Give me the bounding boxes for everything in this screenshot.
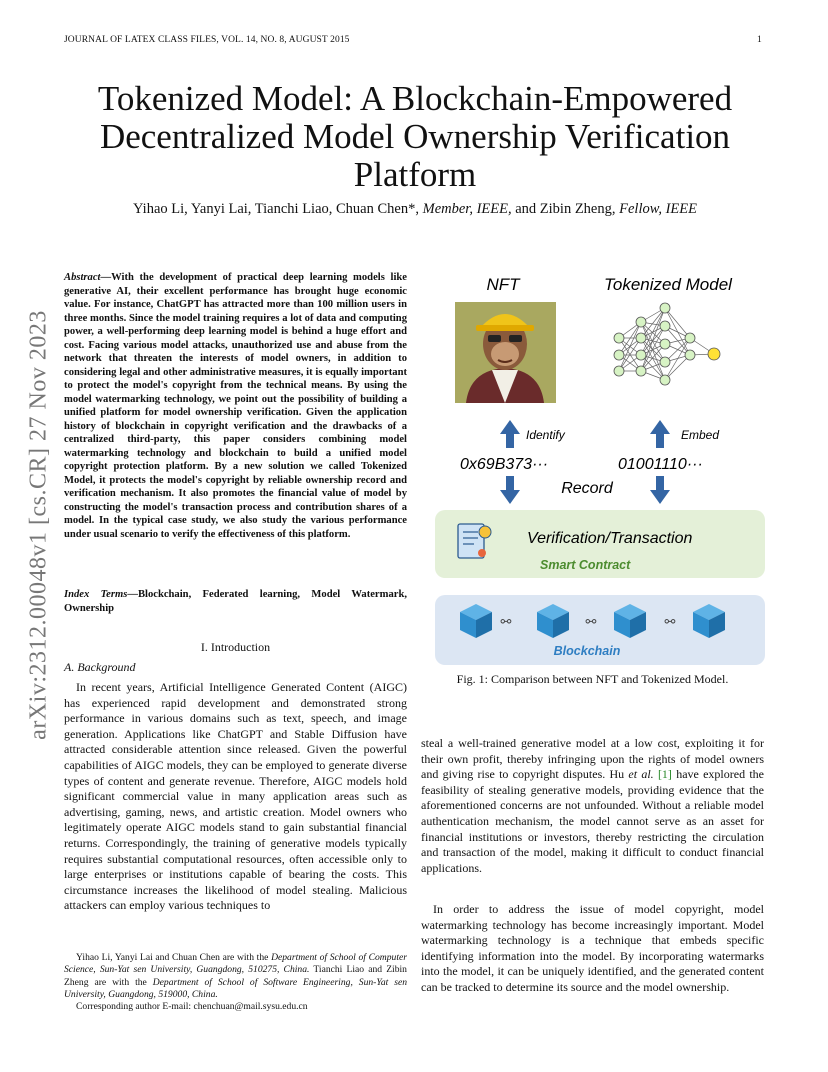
hash-value: 0x69B373··· — [460, 456, 549, 473]
smart-contract-label: Smart Contract — [540, 558, 631, 572]
index-terms — [64, 588, 407, 615]
arxiv-id: arXiv:2312.00048v1 [cs.CR] 27 Nov 2023 — [25, 310, 52, 740]
record-arrow-left-icon — [500, 476, 520, 504]
bits-value: 01001110··· — [618, 456, 703, 473]
svg-text:⚯: ⚯ — [664, 614, 676, 629]
p2-text-b: have explored the feasibility of stealing generative models, providing evidence that the aforementioned concerns are not unfounded. Without a reliable model authentication mechanism, the model cannot serve as an asset for financial institutions or investors, thereby restricting the circulation and transaction of the model, making it difficult to conduct financial applications. — [421, 767, 764, 875]
paragraph-model-stealing — [421, 736, 764, 876]
abstract — [64, 271, 407, 541]
index-terms-text: —Blockchain, Federated learning, Model Watermark, Ownership — [64, 589, 407, 614]
footnote-line1b: Department of School of Computer Science, Sun-Yat sen University, Guangdong, 510275, China. — [64, 952, 407, 976]
chain-link-icon — [665, 614, 676, 629]
author-membership: Member, IEEE, — [422, 201, 512, 217]
figure-caption: Fig. 1: Comparison between NFT and Tokenized Model. — [456, 672, 729, 686]
footnote-line1a: Yihao Li, Yanyi Lai and Chuan Chen are with the — [76, 952, 272, 963]
verification-label: Verification/Transaction — [527, 530, 693, 547]
record-arrow-right-icon — [650, 476, 670, 504]
footnote-line2b: Department of School of Software Engineering, Sun-Yat sen University, Guangdong, 519000, China. — [64, 976, 407, 1000]
output-node — [708, 348, 720, 360]
svg-text:⚯: ⚯ — [585, 614, 597, 629]
citation-link[interactable]: [1] — [657, 767, 672, 782]
chain-link-icon — [501, 614, 512, 629]
nft-label: NFT — [486, 275, 520, 294]
blockchain-label: Blockchain — [553, 644, 621, 658]
p2-etal: et al. — [628, 767, 654, 782]
author-line — [60, 201, 770, 218]
svg-text:⚯: ⚯ — [500, 614, 512, 629]
arxiv-stamp — [24, 285, 54, 765]
footnote — [64, 952, 407, 1013]
running-head: JOURNAL OF LATEX CLASS FILES, VOL. 14, NO. 8, AUGUST 2015 — [64, 35, 350, 45]
abstract-text: —With the development of practical deep learning models like generative AI, their excellent performance has brought huge economic value. For instance, ChatGPT has attracted more than 100 million users in three months. Since the model training requires a lot of data and computing power, a well-performing deep learning model is behind a huge effort and cost. Facing various model attacks, unauthorized use and abuse from the network that threaten the interests of model owners, in addition to considering legal and other administrative measures, it is equally important to protect the model's copyright from the technical means. By using the model watermarking technology, we point out the possibility of building a unified platform for model ownership verification. Given the application history of blockchain in copyright verification and the drawbacks of a centralized third-party, this paper considers combining model watermarking technology and blockchain to build a unified model copyright protection platform. By a new solution we called Tokenized Model, it protects the model's copyright by reliable ownership record and verification mechanism. It also promotes the financial value of model by constructing the model's transaction process and contribution shares of a model. In the typical case study, we also study the various performance under usual scenario to verify the effectiveness of this platform. — [64, 272, 407, 540]
subsection-heading: A. Background — [64, 660, 136, 674]
footnote-affiliations — [64, 952, 407, 1001]
chain-link-icon — [586, 614, 597, 629]
paragraph-background: In recent years, Artificial Intelligence Generated Content (AIGC) has experienced rapid development and demonstrated strong performance in various domains such as text, speech, and image generation. Applications like ChatGPT and Stable Diffusion have attracted considerable attention since released. Given the powerful capabilities of AIGC models, they can be employed to generate diverse types of content and generate revenue. Therefore, AIGC models hold significant commercial value in many application areas such as advertising, gaming, news, and artistic creation. Model owners who legitimately operate AIGC models stand to gain substantial financial returns. Correspondingly, the training of generative models typically requires substantial computational resources, often accessible only to large enterprises or institutions capable of bearing the costs. This circumstance increases the likelihood of model stealing. Malicious attackers can employ various techniques to — [64, 680, 407, 913]
identify-arrow-icon — [500, 420, 520, 448]
paper-title: Tokenized Model: A Blockchain-Empowered Decentralized Model Ownership Verification Platform — [97, 79, 733, 194]
identify-label: Identify — [526, 428, 565, 442]
p2-text-a: steal a well-trained generative model at a low cost, exploiting it for their own profit, thereby infringing upon the rights of model owners and giving rise to copyright disputes. Hu — [421, 736, 764, 782]
author-and: and Zibin Zheng, — [515, 201, 616, 217]
embed-label: Embed — [681, 428, 720, 442]
abstract-label: Abstract — [64, 272, 101, 283]
paragraph-watermarking: In order to address the issue of model copyright, model watermarking technology has become increasingly important. Model watermarking technology is a technique that embeds specific identifying information into the model. By incorporating watermarks into the model, it can be uniquely identified, and the generated content can be tracked to determine its source and the model ownership. — [421, 902, 764, 994]
nft-ape-image — [455, 302, 556, 403]
author-names: Yihao Li, Yanyi Lai, Tianchi Liao, Chuan Chen*, — [133, 201, 419, 217]
footnote-line2a: Tianchi Liao and Zibin Zheng are with the — [64, 964, 407, 988]
page-number: 1 — [757, 35, 762, 45]
footnote-contact: Corresponding author E-mail: chenchuan@mail.sysu.edu.cn — [76, 1001, 308, 1013]
embed-arrow-icon — [650, 420, 670, 448]
section-heading: I. Introduction — [200, 640, 271, 654]
neural-network-diagram — [614, 303, 720, 385]
figure-1 — [430, 262, 770, 672]
index-terms-label: Index Terms — [64, 589, 128, 600]
author-fellowship: Fellow, IEEE — [619, 201, 697, 217]
record-label: Record — [561, 480, 613, 497]
tokenized-model-label: Tokenized Model — [604, 275, 732, 294]
